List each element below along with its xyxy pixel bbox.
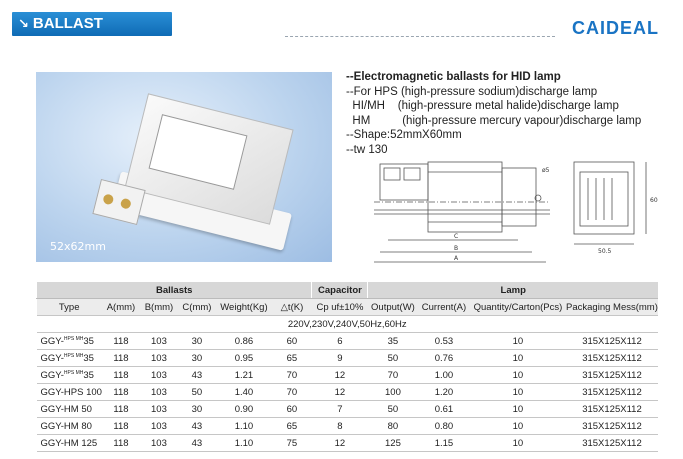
cell-cur: 1.15 — [418, 435, 470, 452]
cell-cp: 7 — [312, 401, 368, 418]
table-column-header — [37, 299, 659, 316]
cell-cp: 12 — [312, 367, 368, 384]
cell-c: 30 — [178, 350, 216, 367]
cell-cur: 1.00 — [418, 367, 470, 384]
table-row — [37, 350, 659, 367]
cell-a: 118 — [102, 435, 140, 452]
cell-out: 50 — [368, 401, 418, 418]
cell-type — [37, 367, 102, 384]
description-line: HM (high-pressure mercury vapour)discharge lamp — [346, 114, 642, 127]
cell-qty: 10 — [470, 401, 566, 418]
cell-cp: 6 — [312, 333, 368, 350]
cell-pack: 315X125X112 — [566, 435, 658, 452]
type-name: GGY- — [40, 352, 64, 364]
table-row — [37, 384, 659, 401]
cell-t: 70 — [272, 367, 312, 384]
cell-pack: 315X125X112 — [566, 401, 658, 418]
table-row — [37, 418, 659, 435]
cell-a: 118 — [102, 350, 140, 367]
cell-cur: 0.76 — [418, 350, 470, 367]
cell-cp: 9 — [312, 350, 368, 367]
dim-b-label: B — [454, 245, 459, 252]
type-name: GGY- — [40, 335, 64, 347]
cell-w: 1.40 — [216, 384, 272, 401]
cell-c: 43 — [178, 435, 216, 452]
voltage-row — [37, 316, 659, 333]
cell-out: 100 — [368, 384, 418, 401]
description-line: --For HPS (high-pressure sodium)discharge lamp — [346, 85, 598, 98]
cell-cp: 8 — [312, 418, 368, 435]
type-number: 35 — [83, 369, 94, 381]
technical-drawing — [370, 158, 670, 276]
cell-type — [37, 350, 102, 367]
table-row — [37, 435, 659, 452]
cell-out: 50 — [368, 350, 418, 367]
header-divider — [285, 36, 555, 37]
cell-cp: 12 — [312, 384, 368, 401]
cell-w: 0.90 — [216, 401, 272, 418]
col-dt: △t(K) — [272, 299, 312, 316]
dim-hole-label: ø5 — [542, 167, 550, 174]
cell-w: 1.10 — [216, 435, 272, 452]
cell-type — [37, 384, 102, 401]
col-quantity: Quantity/Carton(Pcs) — [470, 299, 566, 316]
type-name: GGY-HM 125 — [40, 437, 98, 449]
section-title: BALLAST — [32, 15, 103, 32]
col-weight: Weight(Kg) — [216, 299, 272, 316]
cell-t: 60 — [272, 401, 312, 418]
cell-out: 80 — [368, 418, 418, 435]
cell-out: 35 — [368, 333, 418, 350]
cell-qty: 10 — [470, 350, 566, 367]
cell-w: 0.86 — [216, 333, 272, 350]
cell-t: 65 — [272, 418, 312, 435]
cell-qty: 10 — [470, 367, 566, 384]
cell-b: 103 — [140, 333, 178, 350]
cell-t: 75 — [272, 435, 312, 452]
dim-height-label: 60 — [650, 197, 658, 204]
cell-type — [37, 401, 102, 418]
cell-w: 1.21 — [216, 367, 272, 384]
col-current: Current(A) — [418, 299, 470, 316]
cell-c: 43 — [178, 418, 216, 435]
description-line: --Shape:52mmX60mm — [346, 129, 462, 141]
drawing-core — [428, 162, 502, 232]
product-photo — [36, 72, 332, 262]
drawing-terminal-left — [384, 168, 400, 180]
cell-w: 0.95 — [216, 350, 272, 367]
cell-w: 1.10 — [216, 418, 272, 435]
type-superscript: HPS MH — [63, 352, 84, 359]
cell-c: 30 — [178, 401, 216, 418]
cell-cur: 0.61 — [418, 401, 470, 418]
cell-a: 118 — [102, 418, 140, 435]
cell-qty: 10 — [470, 333, 566, 350]
cell-c: 30 — [178, 333, 216, 350]
cell-t: 70 — [272, 384, 312, 401]
dim-c-label: C — [454, 233, 459, 240]
col-b: B(mm) — [140, 299, 178, 316]
product-description — [346, 70, 641, 157]
cell-b: 103 — [140, 401, 178, 418]
voltage-spec: 220V,230V,240V,50Hz,60Hz — [37, 316, 659, 333]
type-number: 35 — [83, 335, 94, 347]
cell-b: 103 — [140, 350, 178, 367]
table-row — [37, 333, 659, 350]
section-header — [12, 12, 172, 36]
dim-a-label: A — [454, 255, 459, 262]
cell-cur: 0.53 — [418, 333, 470, 350]
col-a: A(mm) — [102, 299, 140, 316]
type-name: GGY- — [40, 369, 64, 381]
cell-b: 103 — [140, 384, 178, 401]
col-cp: Cp uf±10% — [312, 299, 368, 316]
col-packaging: Packaging Mess(mm) — [566, 299, 658, 316]
group-lamp: Lamp — [368, 282, 658, 299]
arrow-down-right-icon: ↘ — [18, 16, 29, 31]
cell-qty: 10 — [470, 435, 566, 452]
cell-a: 118 — [102, 367, 140, 384]
cell-b: 103 — [140, 367, 178, 384]
screw-icon — [120, 198, 132, 210]
cell-b: 103 — [140, 418, 178, 435]
cell-pack: 315X125X112 — [566, 350, 658, 367]
type-superscript: HPS MH — [63, 369, 84, 376]
cell-pack: 315X125X112 — [566, 384, 658, 401]
description-line: --tw 130 — [346, 143, 388, 156]
table-row — [37, 367, 659, 384]
photo-caption: 52x62mm — [50, 240, 106, 253]
type-name: GGY-HPS 100 — [40, 386, 102, 398]
cell-cur: 1.20 — [418, 384, 470, 401]
cell-out: 125 — [368, 435, 418, 452]
drawing-terminal-right — [404, 168, 420, 180]
table-group-header — [37, 282, 659, 299]
cell-pack: 315X125X112 — [566, 367, 658, 384]
cell-cur: 0.80 — [418, 418, 470, 435]
cell-a: 118 — [102, 401, 140, 418]
description-line: HI/MH (high-pressure metal halide)discharge lamp — [346, 100, 619, 112]
brand-logo: CAIDEAL — [572, 18, 659, 38]
col-output: Output(W) — [368, 299, 418, 316]
cell-type — [37, 435, 102, 452]
screw-icon — [102, 193, 114, 205]
table-row — [37, 401, 659, 418]
description-title: --Electromagnetic ballasts for HID lamp — [346, 71, 561, 83]
cell-pack: 315X125X112 — [566, 333, 658, 350]
cell-t: 60 — [272, 333, 312, 350]
cell-cp: 12 — [312, 435, 368, 452]
cell-type — [37, 418, 102, 435]
col-c: C(mm) — [178, 299, 216, 316]
type-number: 35 — [83, 352, 94, 364]
cell-qty: 10 — [470, 418, 566, 435]
cell-type — [37, 333, 102, 350]
type-superscript: HPS MH — [63, 335, 84, 342]
type-name: GGY-HM 80 — [40, 420, 92, 432]
group-ballasts: Ballasts — [37, 282, 312, 299]
col-type: Type — [37, 299, 102, 316]
cell-qty: 10 — [470, 384, 566, 401]
cell-c: 43 — [178, 367, 216, 384]
cell-c: 50 — [178, 384, 216, 401]
cell-out: 70 — [368, 367, 418, 384]
spec-table — [36, 282, 658, 452]
cell-b: 103 — [140, 435, 178, 452]
cell-pack: 315X125X112 — [566, 418, 658, 435]
group-capacitor: Capacitor — [312, 282, 368, 299]
cell-a: 118 — [102, 333, 140, 350]
dim-side-label: 50.5 — [598, 248, 612, 255]
cell-t: 65 — [272, 350, 312, 367]
cell-a: 118 — [102, 384, 140, 401]
drawing-coil — [502, 168, 536, 226]
type-name: GGY-HM 50 — [40, 403, 92, 415]
